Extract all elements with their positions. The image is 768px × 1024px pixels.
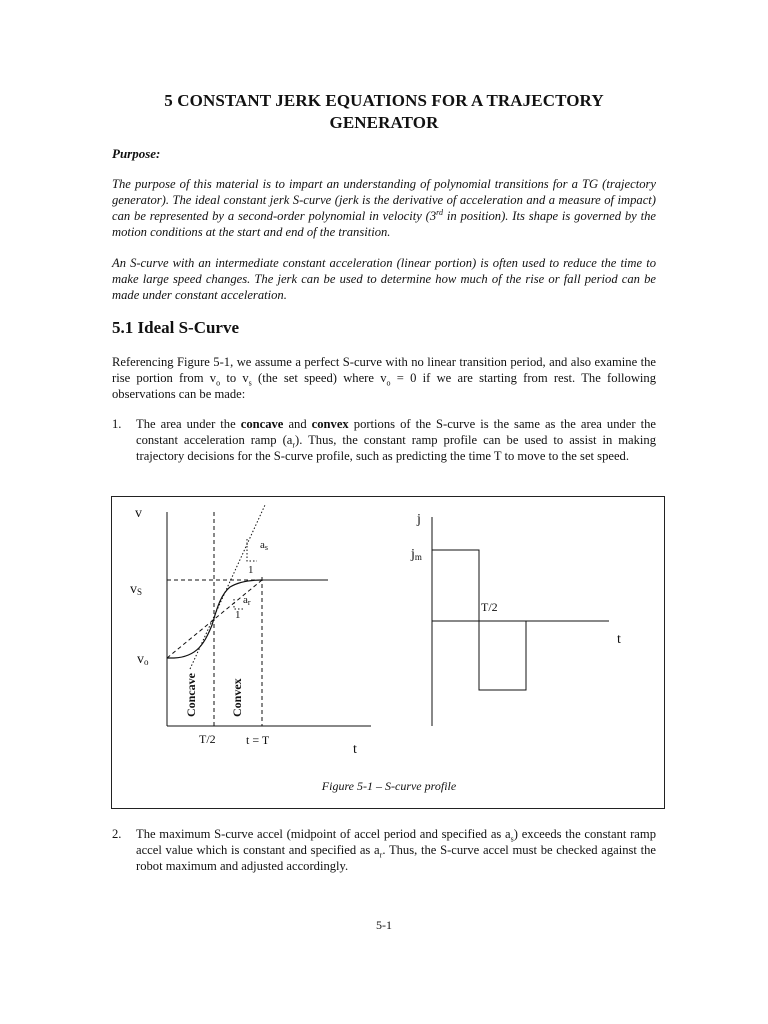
item1-convex: convex <box>311 417 349 431</box>
list-item-2 <box>112 826 656 874</box>
list-item-1 <box>112 416 656 464</box>
slope-one-label-a: 1 <box>248 564 254 576</box>
right-j-label: j <box>417 512 421 527</box>
jm-label: jm <box>411 547 422 562</box>
item1-text-e: ). Thus, the constant ramp profile can be used to assist in making trajectory decisions for the S-curve profile, such as predicting the time T to move to the set speed. <box>136 433 656 463</box>
intro-text-b: to v <box>220 371 249 385</box>
item2-sub-1: s <box>510 834 514 844</box>
figure-svg <box>112 497 666 810</box>
figure-s-curve <box>111 496 665 809</box>
convex-label: Convex <box>230 678 244 717</box>
purpose-p1-sup: rd <box>436 207 443 217</box>
figure-caption: Figure 5-1 – S-curve profile <box>321 779 457 793</box>
chapter-title-line1: 5 CONSTANT JERK EQUATIONS FOR A TRAJECTORY <box>164 91 604 110</box>
page-number: 5-1 <box>376 918 392 932</box>
purpose-p1-text-b: in position). Its shape is governed by the motion conditions at the start and end of the transition. <box>112 209 656 239</box>
item1-text-c: and <box>283 417 312 431</box>
item1-text-a: The area under the <box>136 417 241 431</box>
purpose-paragraph-1 <box>112 176 656 240</box>
purpose-p1-text-a: The purpose of this material is to impart an understanding of polynomial transitions for a TG (trajectory generator). The ideal constant jerk S-curve (jerk is the derivative of acceleration and a measure of impact) can be represented by a second-order polynomial in velocity (3 <box>112 177 656 223</box>
left-t-label: t <box>353 742 357 757</box>
list-item-2-number: 2. <box>112 827 122 841</box>
ar-label: ar <box>243 594 251 607</box>
purpose-heading: Purpose: <box>112 146 161 161</box>
right-t-label: t <box>617 632 621 647</box>
section-intro <box>112 354 656 402</box>
item2-text-b: ) exceeds the constant ramp accel value which is constant and specified as a <box>136 827 656 857</box>
intro-text-d: = 0 if we are starting from rest. The following observations can be made: <box>112 371 657 401</box>
item1-text-d: portions of the S-curve is the same as the area under the constant acceleration ramp (a <box>136 417 656 447</box>
item2-text-c: . Thus, the S-curve accel must be checked against the robot maximum and adjusted accordingly. <box>136 843 657 873</box>
left-t-half-label: T/2 <box>199 732 216 746</box>
purpose-paragraph-2: An S-curve with an intermediate constant acceleration (linear portion) is often used to reduce the time to make large speed changes. The jerk can be used to determine how much of the rise or fall period can be made under constant acceleration. <box>112 256 656 302</box>
left-v-label: v <box>135 506 142 521</box>
list-item-2-body <box>136 826 656 874</box>
intro-text-c: (the set speed) where v <box>251 371 387 385</box>
intro-sub-1: o <box>216 378 221 388</box>
intro-sub-3: o <box>386 378 391 388</box>
concave-label: Concave <box>184 673 198 717</box>
slope-one-label-b: 1 <box>235 609 241 621</box>
intro-sub-2: s <box>248 378 252 388</box>
item2-sub-2: r <box>379 850 383 860</box>
vo-label: vo <box>137 652 149 667</box>
t-equals-T-label: t = T <box>246 733 270 747</box>
chapter-title-line2: GENERATOR <box>329 113 439 132</box>
list-item-1-body <box>136 416 656 464</box>
as-slope-triangle <box>247 539 257 561</box>
vs-label: vS <box>130 582 143 597</box>
item1-concave: concave <box>240 417 284 431</box>
item2-text-a: The maximum S-curve accel (midpoint of accel period and specified as a <box>136 827 511 841</box>
right-t-half-label: T/2 <box>481 600 498 614</box>
section-heading: 5.1 Ideal S-Curve <box>112 318 240 337</box>
as-label: as <box>260 539 269 552</box>
jerk-profile <box>432 550 526 690</box>
chapter-title <box>100 90 668 134</box>
list-item-1-number: 1. <box>112 417 122 431</box>
intro-text-a: Referencing Figure 5-1, we assume a perfect S-curve with no linear transition period, and also examine the rise portion from v <box>112 355 656 385</box>
item1-sub: r <box>292 440 296 450</box>
